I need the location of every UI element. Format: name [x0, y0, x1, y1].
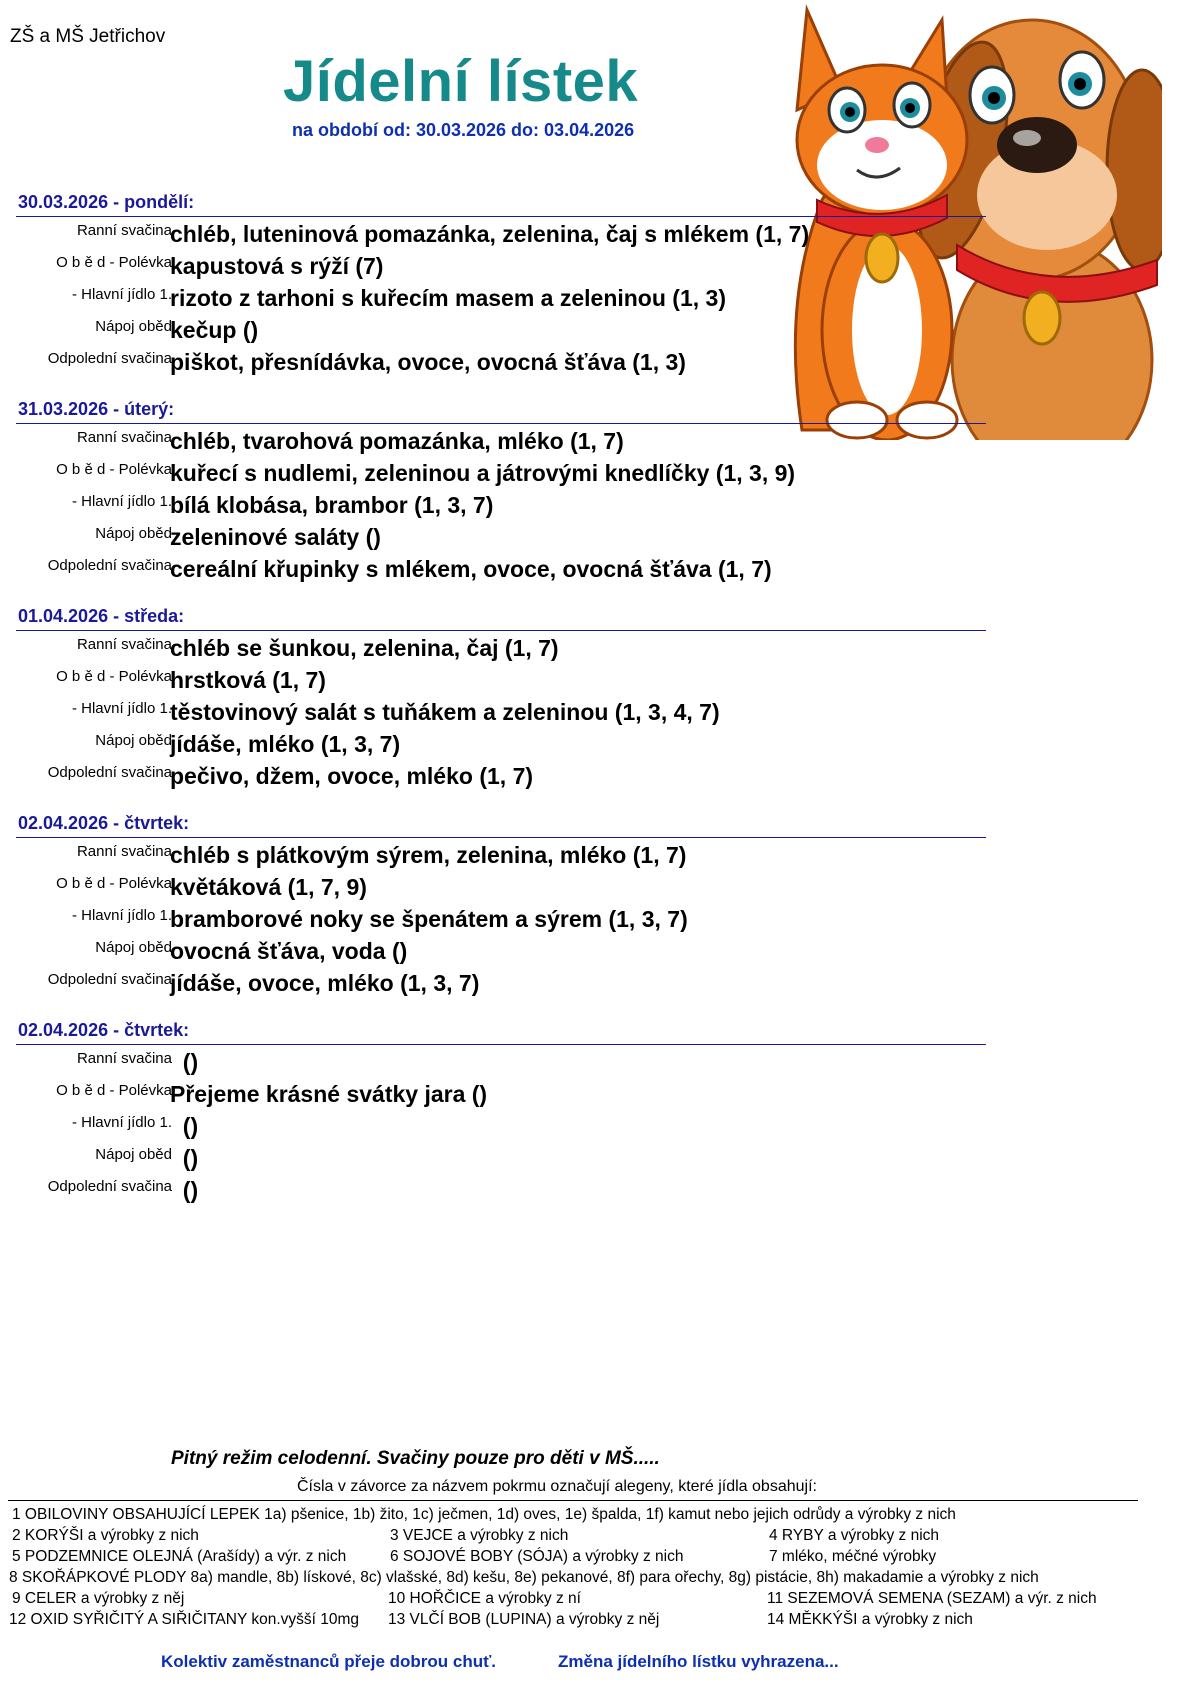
menu-row-main-course — [16, 281, 986, 313]
row-label: Nápoj oběd — [95, 939, 172, 956]
meal-text: () — [170, 1049, 199, 1075]
footer-greeting: Kolektiv zaměstnanců přeje dobrou chuť. — [161, 1652, 496, 1671]
drink-regime-note: Pitný režim celodenní. Svačiny pouze pro děti v MŠ..... — [171, 1448, 660, 1469]
row-label: - Hlavní jídlo 1. — [71, 907, 172, 924]
day-block — [16, 396, 986, 584]
menu-row-main-course — [16, 488, 986, 520]
day-heading — [16, 1017, 986, 1045]
row-label: Ranní svačina — [76, 222, 172, 239]
menu-row-main-course — [16, 1109, 986, 1141]
meal-text: kečup () — [170, 317, 259, 343]
meal-text: chléb, luteninová pomazánka, zelenina, čaj s mlékem (1, 7) — [170, 221, 810, 247]
allergen-1: 1 OBILOVINY OBSAHUJÍCÍ LEPEK 1a) pšenice, 1b) žito, 1c) ječmen, 1d) oves, 1e) špalda, 1f) kamut nebo jejich odrůdy a výrobky z nich — [12, 1506, 956, 1523]
day-heading-text: 31.03.2026 - úterý: — [18, 399, 175, 419]
day-heading-text: 02.04.2026 - čtvrtek: — [18, 1020, 190, 1040]
allergen-2: 2 KORÝŠI a výrobky z nich — [12, 1527, 199, 1544]
row-label: Nápoj oběd — [95, 1146, 172, 1163]
day-block — [16, 603, 986, 791]
menu-row-soup — [16, 456, 986, 488]
row-label: Odpolední svačina — [47, 764, 172, 781]
meal-text: květáková (1, 7, 9) — [170, 874, 367, 900]
menu-row-afternoon-snack — [16, 345, 986, 377]
row-label: O b ě d - Polévka — [56, 1082, 172, 1099]
menu-row-drink — [16, 1141, 986, 1173]
allergen-7: 7 mléko, méčné výrobky — [769, 1548, 937, 1565]
meal-text: těstovinový salát s tuňákem a zeleninou (1, 3, 4, 7) — [170, 699, 720, 725]
allergen-3: 3 VEJCE a výrobky z nich — [390, 1527, 569, 1544]
meal-text: kapustová s rýží (7) — [170, 253, 384, 279]
row-label: Ranní svačina — [76, 843, 172, 860]
allergen-divider — [8, 1500, 1138, 1501]
day-heading-text: 02.04.2026 - čtvrtek: — [18, 813, 190, 833]
day-block — [16, 810, 986, 998]
menu-row-afternoon-snack — [16, 759, 986, 791]
day-heading — [16, 810, 986, 838]
menu-row-drink — [16, 934, 986, 966]
menu-row-soup — [16, 870, 986, 902]
row-label: - Hlavní jídlo 1. — [71, 493, 172, 510]
day-block — [16, 189, 986, 377]
menu-row-main-course — [16, 695, 986, 727]
row-label: Odpolední svačina — [47, 557, 172, 574]
meal-text: piškot, přesnídávka, ovoce, ovocná šťáva (1, 3) — [170, 349, 686, 375]
meal-text: chléb, tvarohová pomazánka, mléko (1, 7) — [170, 428, 624, 454]
menu-row-afternoon-snack — [16, 966, 986, 998]
menu-row-soup — [16, 663, 986, 695]
meal-text: Přejeme krásné svátky jara () — [170, 1081, 488, 1107]
meal-text: bramborové noky se špenátem a sýrem (1, 3, 7) — [170, 906, 688, 932]
menu-row-morning-snack — [16, 838, 986, 870]
row-label: - Hlavní jídlo 1. — [71, 1114, 172, 1131]
meal-text: ovocná šťáva, voda () — [170, 938, 408, 964]
menu-row-drink — [16, 727, 986, 759]
meal-text: cereální křupinky s mlékem, ovoce, ovocná šťáva (1, 7) — [170, 556, 772, 582]
allergen-9: 9 CELER a výrobky z něj — [12, 1590, 185, 1607]
meal-text: () — [170, 1113, 199, 1139]
row-label: Ranní svačina — [76, 1050, 172, 1067]
menu-row-main-course — [16, 902, 986, 934]
meal-text: rizoto z tarhoni s kuřecím masem a zeleninou (1, 3) — [170, 285, 726, 311]
page-title: Jídelní lístek — [283, 49, 639, 114]
menu-row-morning-snack — [16, 424, 986, 456]
menu-row-drink — [16, 520, 986, 552]
menu-row-morning-snack — [16, 1045, 986, 1077]
menu-row-soup — [16, 249, 986, 281]
row-label: Odpolední svačina — [47, 350, 172, 367]
meal-text: hrstková (1, 7) — [170, 667, 326, 693]
day-heading — [16, 189, 986, 217]
allergen-6: 6 SOJOVÉ BOBY (SÓJA) a výrobky z nich — [390, 1548, 684, 1565]
menu-row-drink — [16, 313, 986, 345]
row-label: Ranní svačina — [76, 429, 172, 446]
meal-text: () — [170, 1177, 199, 1203]
row-label: Odpolední svačina — [47, 1178, 172, 1195]
row-label: Odpolední svačina — [47, 971, 172, 988]
row-label: - Hlavní jídlo 1. — [71, 286, 172, 303]
allergen-10: 10 HOŘČICE a výrobky z ní — [388, 1590, 581, 1607]
menu-row-afternoon-snack — [16, 552, 986, 584]
meal-text: kuřecí s nudlemi, zeleninou a játrovými knedlíčky (1, 3, 9) — [170, 460, 796, 486]
menu-row-morning-snack — [16, 217, 986, 249]
school-name: ZŠ a MŠ Jetřichov — [10, 26, 166, 47]
row-label: Ranní svačina — [76, 636, 172, 653]
allergen-heading: Čísla v závorce za názvem pokrmu označují alegeny, které jídla obsahují: — [297, 1478, 817, 1495]
day-heading — [16, 396, 986, 424]
row-label: O b ě d - Polévka — [56, 461, 172, 478]
day-heading-text: 01.04.2026 - středa: — [18, 606, 185, 626]
meal-text: jídáše, ovoce, mléko (1, 3, 7) — [170, 970, 480, 996]
row-label: O b ě d - Polévka — [56, 254, 172, 271]
meal-text: pečivo, džem, ovoce, mléko (1, 7) — [170, 763, 534, 789]
row-label: Nápoj oběd — [95, 525, 172, 542]
allergen-5: 5 PODZEMNICE OLEJNÁ (Arašídy) a výr. z nich — [12, 1548, 347, 1565]
row-label: O b ě d - Polévka — [56, 875, 172, 892]
day-block — [16, 1017, 986, 1205]
allergen-13: 13 VLČÍ BOB (LUPINA) a výrobky z něj — [388, 1611, 660, 1628]
allergen-8: 8 SKOŘÁPKOVÉ PLODY 8a) mandle, 8b) lískové, 8c) vlašské, 8d) kešu, 8e) pekanové, 8f) para ořechy, 8g) pistácie, 8h) makadamie a výrobky z nich — [9, 1569, 1039, 1586]
day-heading — [16, 603, 986, 631]
allergen-12: 12 OXID SYŘIČITÝ A SIŘIČITANY kon.vyšší 10mg — [9, 1611, 360, 1628]
meal-text: () — [170, 1145, 199, 1171]
allergen-4: 4 RYBY a výrobky z nich — [769, 1527, 940, 1544]
menu-row-morning-snack — [16, 631, 986, 663]
allergen-14: 14 MĚKKÝŠI a výrobky z nich — [767, 1611, 973, 1628]
menu-period: na období od: 30.03.2026 do: 03.04.2026 — [292, 120, 635, 140]
allergen-11: 11 SEZEMOVÁ SEMENA (SEZAM) a výr. z nich — [767, 1590, 1097, 1607]
row-label: - Hlavní jídlo 1. — [71, 700, 172, 717]
meal-text: chléb se šunkou, zelenina, čaj (1, 7) — [170, 635, 559, 661]
meal-text: zeleninové saláty () — [170, 524, 381, 550]
row-label: Nápoj oběd — [95, 318, 172, 335]
meal-text: jídáše, mléko (1, 3, 7) — [170, 731, 401, 757]
menu-row-soup — [16, 1077, 986, 1109]
meal-text: bílá klobása, brambor (1, 3, 7) — [170, 492, 494, 518]
row-label: O b ě d - Polévka — [56, 668, 172, 685]
row-label: Nápoj oběd — [95, 732, 172, 749]
day-heading-text: 30.03.2026 - pondělí: — [18, 192, 195, 212]
footer-disclaimer: Změna jídelního lístku vyhrazena... — [558, 1652, 839, 1671]
menu-row-afternoon-snack — [16, 1173, 986, 1205]
meal-text: chléb s plátkovým sýrem, zelenina, mléko (1, 7) — [170, 842, 687, 868]
